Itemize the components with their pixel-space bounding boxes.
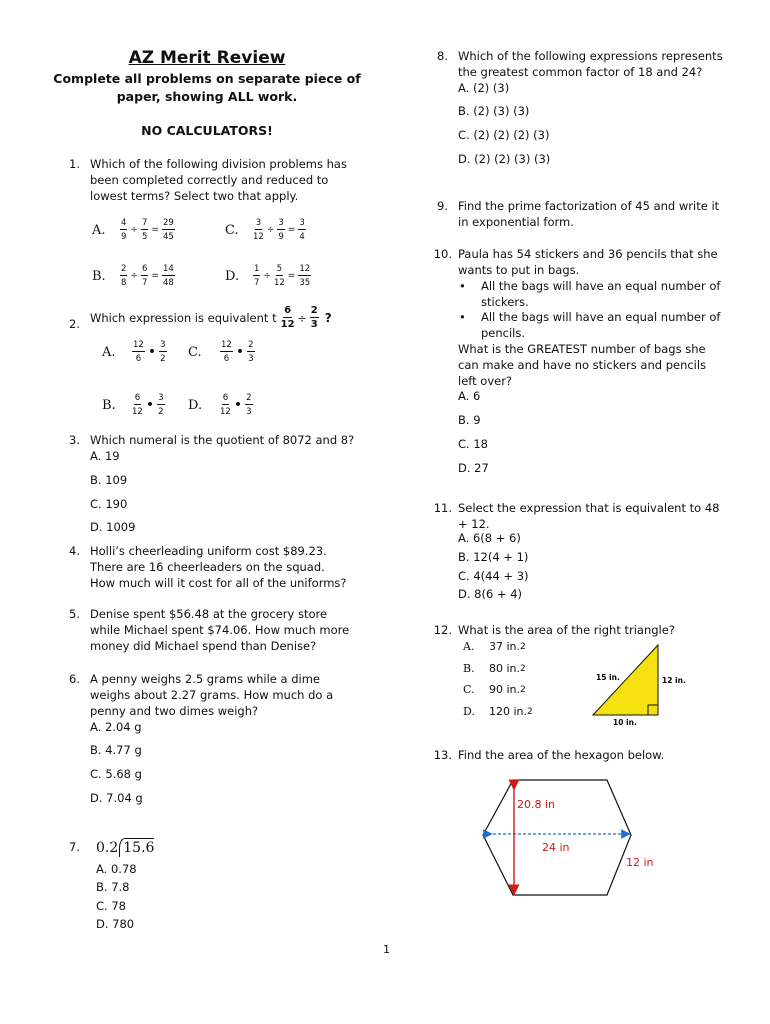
option-value: 120 in.	[489, 705, 528, 718]
option-c[interactable]: C. 18	[458, 437, 488, 451]
exponent: 2	[520, 641, 526, 652]
operator: ÷	[297, 311, 307, 325]
option-b[interactable]: B. 7.8	[96, 880, 130, 894]
question-number: 8.	[437, 49, 448, 63]
numerator: 6	[222, 393, 229, 403]
question-text: Which of the following expressions represents	[458, 49, 723, 63]
dividend: 15.6	[123, 840, 155, 856]
numerator: 3	[160, 340, 166, 350]
right-triangle-figure	[585, 640, 695, 730]
question-number: 13.	[433, 748, 452, 762]
question-text: There are 16 cheerleaders on the squad.	[90, 560, 325, 574]
option-d[interactable]	[225, 264, 311, 288]
denominator: 3	[310, 319, 318, 330]
numerator: 12	[221, 340, 232, 350]
option-value: 37 in.	[489, 640, 521, 653]
instructions-line-1: Complete all problems on separate piece of	[53, 71, 361, 86]
option-d[interactable]: D. 780	[96, 917, 135, 931]
option-c[interactable]: C. (2) (2) (2) (3)	[458, 128, 550, 142]
numerator: 7	[141, 218, 148, 228]
option-c[interactable]	[463, 683, 526, 696]
question-text: Which of the following division problems has	[90, 157, 347, 171]
denominator: 6	[135, 354, 142, 364]
option-a[interactable]	[463, 640, 526, 653]
divisor: 0.2	[96, 840, 119, 856]
division-bracket-icon	[119, 838, 154, 857]
question-number: 10.	[433, 247, 452, 261]
question-text: Find the prime factorization of 45 and write it	[458, 199, 720, 213]
question-text: Paula has 54 stickers and 36 pencils that she	[458, 247, 718, 261]
denominator: 8	[121, 278, 127, 288]
option-a[interactable]	[102, 340, 167, 364]
numerator: 3	[278, 218, 284, 228]
option-d[interactable]: D. 1009	[90, 520, 136, 534]
denominator: 12	[253, 232, 264, 242]
operator: •	[145, 397, 155, 413]
question-number: 2.	[69, 317, 80, 331]
long-division-problem	[96, 838, 154, 857]
option-value: 80 in.	[489, 662, 521, 675]
question-number: 3.	[69, 433, 80, 447]
question-text: What is the GREATEST number of bags she	[458, 342, 706, 356]
bullet-text: stickers.	[481, 295, 529, 309]
hexagon-figure	[476, 775, 666, 905]
option-letter: D.	[463, 705, 475, 718]
operator: ÷	[130, 271, 138, 281]
numerator: 6	[141, 264, 148, 274]
option-c[interactable]	[188, 340, 255, 364]
numerator: 1	[254, 264, 260, 274]
height-label: 20.8 in	[517, 798, 556, 811]
option-letter: B.	[92, 268, 106, 284]
question-text: weighs about 2.27 grams. How much do a	[90, 688, 334, 702]
numerator: 2	[310, 305, 318, 316]
denominator: 6	[223, 354, 230, 364]
question-text: Select the expression that is equivalent to 48	[458, 501, 720, 515]
question-text: in exponential form.	[458, 215, 574, 229]
option-letter: C.	[225, 222, 239, 238]
question-text: lowest terms? Select two that apply.	[90, 189, 299, 203]
denominator: 7	[254, 278, 260, 288]
option-a[interactable]	[92, 218, 175, 242]
instructions-line-2: paper, showing ALL work.	[116, 89, 298, 104]
option-b[interactable]	[92, 264, 175, 288]
bullet-text: pencils.	[481, 326, 526, 340]
option-b[interactable]: B. (2) (3) (3)	[458, 104, 530, 118]
side-label: 12 in	[626, 856, 654, 869]
numerator: 6	[284, 305, 292, 316]
numerator: 14	[162, 264, 174, 274]
numerator: 4	[121, 218, 127, 228]
question-text: while Michael spent $74.06. How much more	[90, 623, 350, 637]
bullet-text: All the bags will have an equal number of	[481, 310, 721, 324]
page-number: 1	[383, 943, 390, 956]
question-text: Which numeral is the quotient of 8072 and 8?	[90, 433, 355, 447]
denominator: 2	[160, 354, 166, 364]
numerator: 6	[134, 393, 141, 403]
operator: =	[151, 271, 159, 281]
bullet-icon: •	[459, 279, 466, 293]
numerator: 12	[299, 264, 311, 274]
question-text: the greatest common factor of 18 and 24?	[458, 65, 703, 79]
option-b[interactable]: B. 12(4 + 1)	[458, 550, 529, 564]
denominator: 3	[248, 354, 254, 364]
option-letter: A.	[92, 222, 106, 238]
option-letter: D.	[188, 397, 203, 413]
option-d[interactable]: D. (2) (2) (3) (3)	[458, 152, 551, 166]
option-c[interactable]	[225, 218, 306, 242]
denominator: 12	[220, 407, 231, 417]
bullet-icon: •	[459, 310, 466, 324]
no-calculators-note: NO CALCULATORS!	[141, 123, 273, 138]
question-mark: ?	[324, 311, 332, 325]
denominator: 45	[162, 232, 174, 242]
denominator: 12	[132, 407, 143, 417]
denominator: 5	[141, 232, 148, 242]
page-title: AZ Merit Review	[128, 48, 286, 68]
option-letter: B.	[102, 397, 116, 413]
operator: ÷	[130, 225, 138, 235]
question-number: 12.	[433, 623, 452, 637]
option-c[interactable]: C. 5.68 g	[90, 767, 142, 781]
numerator: 3	[158, 393, 164, 403]
numerator: 3	[255, 218, 262, 228]
option-letter: A.	[102, 344, 116, 360]
option-letter: C.	[188, 344, 202, 360]
option-d[interactable]: D. 8(6 + 4)	[458, 587, 523, 601]
operator: •	[233, 397, 243, 413]
numerator: 2	[121, 264, 127, 274]
numerator: 3	[299, 218, 305, 228]
option-b[interactable]: B. 9	[458, 413, 481, 427]
bullet-text: All the bags will have an equal number of	[481, 279, 721, 293]
option-b[interactable]: B. 109	[90, 473, 128, 487]
numerator: 12	[133, 340, 144, 350]
denominator: 12	[273, 278, 285, 288]
hypotenuse-label: 15 in.	[596, 673, 620, 682]
question-text: money did Michael spend than Denise?	[90, 639, 317, 653]
question-text: How much will it cost for all of the uniforms?	[90, 576, 347, 590]
option-a[interactable]: A. (2) (3)	[458, 81, 510, 95]
denominator: 12	[280, 319, 295, 330]
operator: •	[235, 344, 245, 360]
denominator: 4	[299, 232, 305, 242]
option-letter: D.	[225, 268, 240, 284]
denominator: 9	[278, 232, 284, 242]
option-a[interactable]: A. 2.04 g	[90, 720, 142, 734]
option-c[interactable]: C. 190	[90, 497, 128, 511]
option-letter: B.	[463, 662, 475, 675]
option-value: 90 in.	[489, 683, 521, 696]
numerator: 2	[246, 393, 252, 403]
question-number: 6.	[69, 672, 80, 686]
question-text: been completed correctly and reduced to	[90, 173, 329, 187]
question-number: 4.	[69, 544, 80, 558]
exponent: 2	[520, 663, 526, 674]
exponent: 2	[520, 684, 526, 695]
question-number: 1.	[69, 157, 80, 171]
denominator: 7	[141, 278, 148, 288]
operator: =	[287, 271, 296, 281]
option-letter: A.	[463, 640, 475, 653]
option-a[interactable]: A. 0.78	[96, 862, 137, 876]
denominator: 2	[158, 407, 164, 417]
operator: =	[151, 225, 159, 235]
question-text: left over?	[458, 374, 513, 388]
option-d[interactable]: D. 7.04 g	[90, 791, 143, 805]
question-number: 9.	[437, 199, 448, 213]
option-b[interactable]: B. 4.77 g	[90, 743, 142, 757]
option-d[interactable]: D. 27	[458, 461, 489, 475]
denominator: 9	[121, 232, 127, 242]
option-b[interactable]	[102, 393, 165, 417]
numerator: 29	[162, 218, 174, 228]
denominator: 35	[299, 278, 311, 288]
question-text: can make and have no stickers and pencils	[458, 358, 707, 372]
operator: ÷	[263, 271, 271, 281]
denominator: 48	[162, 278, 174, 288]
operator: ÷	[266, 225, 275, 235]
option-d[interactable]	[463, 705, 533, 718]
question-number: 7.	[69, 840, 80, 854]
base-label: 10 in.	[613, 718, 637, 727]
question-text: Denise spent $56.48 at the grocery store	[90, 607, 328, 621]
denominator: 3	[246, 407, 252, 417]
option-a[interactable]: A. 6	[458, 389, 481, 403]
option-a[interactable]: A. 6(8 + 6)	[458, 531, 521, 545]
operator: •	[147, 344, 157, 360]
question-text: Holli’s cheerleading uniform cost $89.23.	[90, 544, 327, 558]
question-text: penny and two dimes weigh?	[90, 704, 259, 718]
question-text: Find the area of the hexagon below.	[458, 748, 665, 762]
question-text: Which expression is equivalent t	[90, 311, 277, 325]
question-text: What is the area of the right triangle?	[458, 623, 675, 637]
option-letter: C.	[463, 683, 475, 696]
width-label: 24 in	[542, 841, 570, 854]
question-text: A penny weighs 2.5 grams while a dime	[90, 672, 321, 686]
numerator: 5	[276, 264, 283, 274]
question-number: 11.	[433, 501, 452, 515]
option-c[interactable]: C. 78	[96, 899, 126, 913]
question-number: 5.	[69, 607, 80, 621]
numerator: 2	[248, 340, 254, 350]
option-d[interactable]	[188, 393, 253, 417]
height-label: 12 in.	[662, 676, 686, 685]
option-a[interactable]: A. 19	[90, 449, 120, 463]
exponent: 2	[527, 706, 533, 717]
hexagon	[483, 780, 631, 895]
option-c[interactable]: C. 4(44 + 3)	[458, 569, 529, 583]
operator: =	[287, 225, 296, 235]
option-b[interactable]	[463, 662, 526, 675]
question-text: + 12.	[458, 517, 490, 531]
question-text: wants to put in bags.	[458, 263, 580, 277]
